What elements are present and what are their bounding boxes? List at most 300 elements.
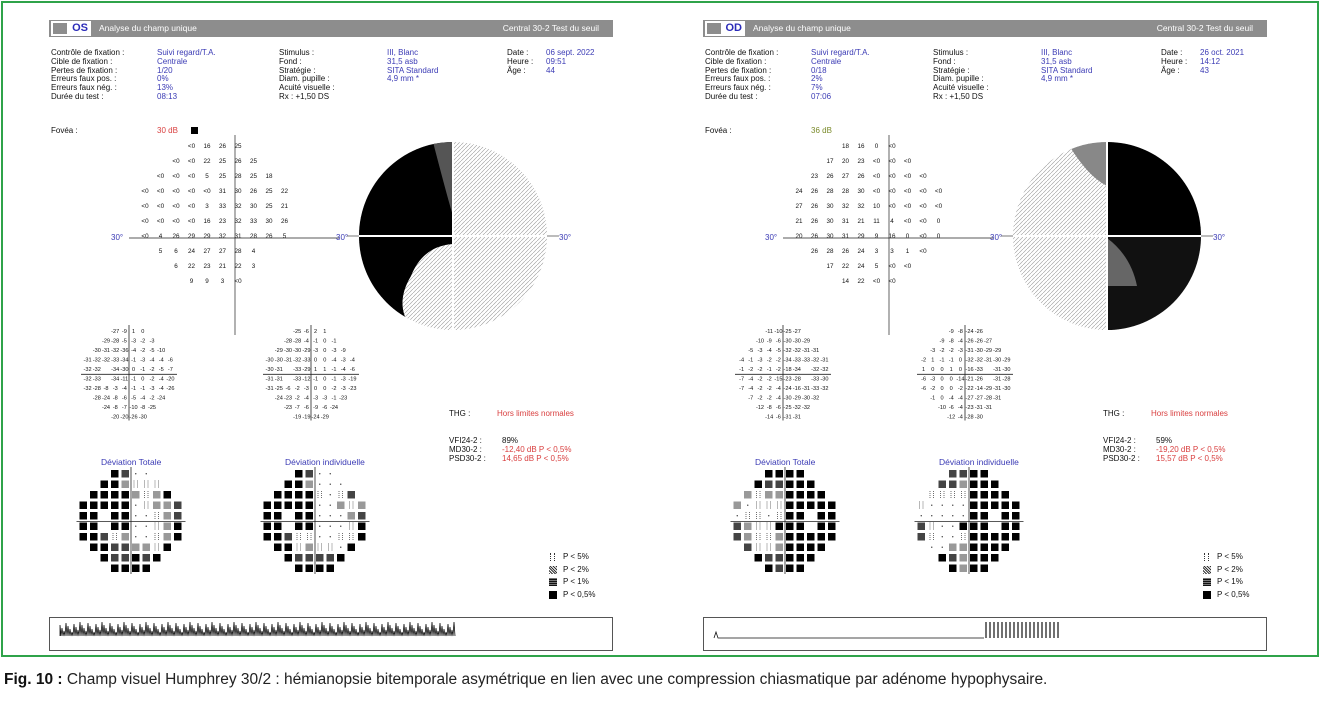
threshold-value: 24 bbox=[857, 248, 865, 255]
total-prob-cell bbox=[111, 512, 119, 520]
total-deviation-value: -2 bbox=[149, 367, 155, 373]
pattern-prob-cell bbox=[340, 515, 341, 516]
pattern-deviation-value: -6 bbox=[322, 405, 328, 411]
threshold-value: 6 bbox=[174, 263, 178, 270]
pattern-prob-cell bbox=[942, 515, 943, 516]
total-prob-cell bbox=[90, 491, 98, 499]
pattern-prob-cell bbox=[306, 502, 314, 510]
threshold-value: 27 bbox=[841, 173, 850, 180]
threshold-value: 3 bbox=[251, 263, 256, 270]
pattern-deviation-value: -4 bbox=[948, 395, 954, 402]
threshold-value: 26 bbox=[172, 233, 180, 240]
total-deviation-value: -32 bbox=[92, 367, 101, 373]
threshold-value: 29 bbox=[203, 233, 211, 240]
total-deviation-value: -28 bbox=[792, 376, 801, 383]
pattern-prob-cell bbox=[316, 565, 324, 573]
legend-symbol-icon bbox=[550, 553, 555, 561]
total-deviation-value: -2 bbox=[149, 395, 155, 402]
total-prob-cell bbox=[734, 523, 742, 531]
total-deviation-value: -3 bbox=[757, 357, 763, 364]
pattern-prob-cell bbox=[337, 502, 345, 510]
threshold-value: 3 bbox=[874, 248, 879, 255]
pattern-deviation-value: -6 bbox=[303, 329, 309, 335]
info-labels-col2-item: Acuité visuelle : bbox=[279, 83, 335, 93]
threshold-value: <0 bbox=[187, 173, 196, 180]
figure-caption bbox=[4, 671, 1316, 689]
threshold-value: 26 bbox=[280, 218, 289, 225]
total-deviation-value: -30 bbox=[92, 348, 101, 354]
pattern-deviation-value: -31 bbox=[993, 395, 1002, 402]
pattern-deviation-value: -31 bbox=[974, 405, 983, 411]
total-deviation-value: -3 bbox=[149, 386, 155, 392]
pattern-deviation-value: -31 bbox=[283, 357, 293, 364]
info-values-col3-item: 44 bbox=[546, 65, 555, 75]
pattern-prob-cell bbox=[306, 512, 314, 520]
total-deviation-value: -1 bbox=[748, 357, 754, 364]
pattern-prob-cell bbox=[1012, 533, 1020, 541]
threshold-value: <0 bbox=[888, 158, 896, 165]
total-prob-cell bbox=[135, 505, 136, 506]
pattern-prob-cell bbox=[991, 544, 999, 552]
pattern-prob-cell bbox=[358, 502, 366, 510]
pattern-deviation-value: -4 bbox=[331, 357, 337, 364]
info-labels-col2-item: Stimulus : bbox=[279, 48, 315, 57]
threshold-value: <0 bbox=[172, 203, 180, 210]
total-deviation-value: -32 bbox=[811, 395, 820, 402]
total-deviation-value: -8 bbox=[766, 405, 772, 411]
pattern-prob-cell bbox=[981, 533, 989, 541]
total-deviation-value: -24 bbox=[783, 386, 792, 392]
legend-item bbox=[549, 589, 596, 602]
pattern-deviation-value: -3 bbox=[930, 376, 936, 383]
pattern-prob-cell bbox=[316, 554, 324, 562]
pattern-deviation-value: -30 bbox=[293, 348, 302, 354]
total-deviation-value: -33 bbox=[111, 357, 120, 364]
total-prob-cell bbox=[755, 481, 763, 489]
total-deviation-value: -29 bbox=[801, 338, 811, 345]
total-deviation-value: -4 bbox=[158, 386, 164, 392]
pattern-prob-cell bbox=[942, 547, 943, 548]
total-prob-cell bbox=[765, 554, 773, 562]
total-prob-cell bbox=[744, 491, 752, 499]
pattern-deviation-value: 0 bbox=[940, 367, 944, 373]
pattern-deviation-value: -1 bbox=[331, 395, 337, 402]
total-deviation-value: -4 bbox=[121, 386, 127, 392]
analysis-title: Analyse du champ unique bbox=[753, 23, 851, 33]
threshold-value: 30 bbox=[826, 233, 834, 240]
total-deviation-value: -3 bbox=[149, 338, 155, 345]
pattern-prob-cell bbox=[358, 512, 366, 520]
pattern-prob-cell bbox=[306, 565, 314, 573]
total-deviation-value: -32 bbox=[83, 386, 92, 392]
charts-layer bbox=[49, 17, 613, 617]
total-prob-cell bbox=[164, 512, 172, 520]
pattern-deviation-value: -23 bbox=[283, 405, 293, 411]
info-labels-col1-item: Durée du test : bbox=[705, 91, 758, 101]
threshold-value: 24 bbox=[857, 263, 865, 270]
pattern-deviation-value: -16 bbox=[965, 367, 974, 373]
total-prob-cell bbox=[80, 502, 88, 510]
pattern-deviation-value: 0 bbox=[323, 338, 327, 345]
legend-item bbox=[549, 551, 596, 564]
total-prob-cell bbox=[90, 502, 98, 510]
info-labels-col1-item: Durée du test : bbox=[51, 91, 104, 101]
total-prob-cell bbox=[146, 473, 147, 474]
threshold-value: 30 bbox=[826, 218, 834, 225]
total-prob-cell bbox=[174, 523, 182, 531]
threshold-value: 25 bbox=[249, 173, 258, 180]
threshold-value: 26 bbox=[810, 233, 819, 240]
info-labels-col1-item: Contrôle de fixation : bbox=[51, 48, 125, 57]
pattern-prob-cell bbox=[264, 512, 272, 520]
total-prob-cell bbox=[153, 491, 161, 499]
pattern-deviation-value: -24 bbox=[274, 395, 283, 402]
pattern-deviation-value: -1 bbox=[948, 357, 954, 364]
threshold-value: 23 bbox=[203, 263, 211, 270]
total-prob-cell bbox=[828, 502, 836, 510]
figure-frame bbox=[1, 1, 1319, 657]
pattern-prob-cell bbox=[340, 547, 341, 548]
total-deviation-value: -30 bbox=[783, 395, 792, 402]
info-values-col2-item: 31,5 asb bbox=[1041, 56, 1072, 66]
pattern-deviation-value: -1 bbox=[930, 395, 936, 402]
threshold-value: 20 bbox=[841, 158, 850, 165]
total-deviation-value: -32 bbox=[811, 357, 820, 364]
pattern-prob-cell bbox=[918, 533, 926, 541]
total-deviation-value: -11 bbox=[120, 376, 129, 383]
pattern-deviation-value: -3 bbox=[957, 348, 963, 354]
threshold-value: <0 bbox=[919, 203, 927, 210]
legend-symbol-icon bbox=[1203, 591, 1211, 599]
pattern-prob-cell bbox=[952, 526, 953, 527]
total-prob-cell bbox=[818, 544, 826, 552]
total-prob-cell bbox=[122, 565, 130, 573]
pattern-deviation-value: 1 bbox=[314, 367, 318, 373]
total-prob-cell bbox=[797, 470, 805, 478]
pattern-prob-cell bbox=[970, 491, 978, 499]
legend-item bbox=[1203, 564, 1250, 577]
threshold-value: 31 bbox=[234, 233, 242, 240]
pattern-prob-cell bbox=[981, 554, 989, 562]
threshold-value: 16 bbox=[203, 143, 211, 150]
pattern-deviation-value: 2 bbox=[314, 329, 318, 335]
index-values-item: 59% bbox=[1156, 436, 1173, 445]
total-deviation-value: -27 bbox=[111, 329, 120, 335]
info-values-col1-item: 07:06 bbox=[811, 91, 832, 101]
pattern-deviation-value: -33 bbox=[974, 367, 983, 373]
threshold-value: 32 bbox=[234, 218, 242, 225]
total-prob-cell bbox=[111, 544, 119, 552]
total-prob-cell bbox=[132, 491, 140, 499]
threshold-value: 23 bbox=[218, 218, 227, 225]
total-deviation-value: -5 bbox=[121, 338, 127, 345]
pattern-prob-cell bbox=[970, 533, 978, 541]
total-prob-cell bbox=[818, 523, 826, 531]
threshold-value: 21 bbox=[280, 203, 289, 210]
total-deviation-value: -31 bbox=[820, 357, 829, 364]
total-deviation-value: -34 bbox=[111, 367, 120, 373]
pattern-deviation-value: -28 bbox=[283, 338, 293, 345]
pattern-deviation-value: -4 bbox=[957, 338, 963, 345]
total-deviation-value: -2 bbox=[140, 338, 146, 345]
total-prob-cell bbox=[776, 554, 784, 562]
total-deviation-value: -32 bbox=[111, 348, 120, 354]
threshold-value: 29 bbox=[187, 233, 196, 240]
total-prob-cell bbox=[80, 533, 88, 541]
threshold-value: 0 bbox=[936, 233, 941, 240]
total-deviation-value: -31 bbox=[792, 414, 801, 421]
pattern-deviation-value: -33 bbox=[302, 357, 311, 364]
total-deviation-value: -23 bbox=[783, 376, 792, 383]
total-prob-cell bbox=[146, 536, 147, 537]
total-deviation-value: -4 bbox=[140, 395, 146, 402]
pattern-deviation-value: -30 bbox=[993, 357, 1002, 364]
pattern-prob-cell bbox=[921, 515, 922, 516]
info-labels-col1-item: Cible de fixation : bbox=[51, 56, 113, 66]
info-values-col1-item: Suivi regard/T.A. bbox=[157, 48, 216, 57]
threshold-value: <0 bbox=[234, 278, 242, 285]
total-deviation-value: 0 bbox=[141, 329, 145, 335]
pattern-deviation-value: -1 bbox=[331, 338, 337, 345]
total-prob-cell bbox=[146, 526, 147, 527]
pattern-deviation-value: -6 bbox=[303, 405, 309, 411]
pattern-deviation-value: 0 bbox=[323, 376, 327, 383]
pattern-prob-cell bbox=[306, 544, 314, 552]
info-labels-col2-item: Rx : +1,50 DS bbox=[279, 91, 330, 101]
total-deviation-value: -34 bbox=[111, 376, 120, 383]
total-prob-cell bbox=[755, 554, 763, 562]
threshold-value: <0 bbox=[872, 188, 881, 195]
info-values-col3-item: 09:51 bbox=[546, 56, 567, 66]
threshold-value: 25 bbox=[234, 143, 242, 150]
pattern-deviation-value: 0 bbox=[314, 386, 318, 392]
legend-label: P < 5% bbox=[563, 552, 589, 561]
total-deviation-value: 0 bbox=[132, 367, 136, 373]
pattern-prob-cell bbox=[952, 515, 953, 516]
pattern-prob-cell bbox=[330, 515, 331, 516]
total-deviation-value: -2 bbox=[140, 348, 146, 354]
legend-label: P < 0,5% bbox=[1217, 589, 1250, 599]
pattern-prob-cell bbox=[285, 533, 293, 541]
threshold-value: 22 bbox=[187, 263, 196, 270]
legend-label: P < 0,5% bbox=[563, 589, 596, 599]
total-deviation-value: -8 bbox=[112, 395, 118, 402]
total-prob-cell bbox=[797, 523, 805, 531]
pattern-prob-cell bbox=[981, 565, 989, 573]
eye-label: OS bbox=[51, 21, 91, 36]
thg-label: THG : bbox=[449, 409, 471, 418]
pattern-prob-cell bbox=[1012, 502, 1020, 510]
pattern-prob-cell bbox=[327, 554, 335, 562]
threshold-value: 28 bbox=[234, 248, 242, 255]
total-deviation-value: -2 bbox=[766, 357, 772, 364]
pattern-deviation-value: -9 bbox=[939, 338, 945, 345]
pattern-deviation-value: -32 bbox=[293, 357, 302, 364]
total-deviation-value: -2 bbox=[775, 367, 781, 373]
total-prob-cell bbox=[744, 523, 752, 531]
threshold-value: <0 bbox=[187, 203, 196, 210]
threshold-value: <0 bbox=[172, 188, 180, 195]
pattern-deviation-value: -2 bbox=[921, 357, 927, 364]
pattern-prob-cell bbox=[960, 554, 968, 562]
total-prob-cell bbox=[786, 565, 794, 573]
pattern-prob-cell bbox=[340, 484, 341, 485]
pattern-deviation-value: -4 bbox=[957, 405, 963, 411]
pattern-deviation-value: -4 bbox=[957, 414, 963, 421]
pattern-deviation-value: 1 bbox=[323, 329, 327, 335]
pattern-deviation-value: -6 bbox=[948, 405, 954, 411]
threshold-value: <0 bbox=[203, 188, 211, 195]
pattern-prob-cell bbox=[970, 554, 978, 562]
pattern-deviation-value: -25 bbox=[274, 386, 283, 392]
pattern-prob-cell bbox=[319, 536, 320, 537]
total-prob-cell bbox=[111, 470, 119, 478]
pattern-deviation-value: -31 bbox=[965, 348, 974, 354]
total-prob-cell bbox=[776, 481, 784, 489]
pattern-prob-cell bbox=[991, 533, 999, 541]
total-deviation-value: -3 bbox=[140, 357, 146, 364]
info-values-col1-item: 13% bbox=[157, 83, 174, 93]
pattern-deviation-value: -3 bbox=[930, 348, 936, 354]
total-deviation-value: -25 bbox=[147, 405, 157, 411]
total-deviation-value: -30 bbox=[820, 376, 829, 383]
total-deviation-value: -2 bbox=[757, 376, 763, 383]
threshold-value: 22 bbox=[857, 278, 865, 285]
total-deviation-value: -31 bbox=[811, 348, 820, 354]
total-deviation-title: Déviation Totale bbox=[101, 457, 162, 467]
legend-label: P < 1% bbox=[1217, 577, 1243, 586]
threshold-value: <0 bbox=[187, 143, 196, 150]
threshold-value: 17 bbox=[826, 158, 834, 165]
info-values-col1-item: 1/20 bbox=[157, 65, 173, 75]
charts-layer bbox=[703, 17, 1267, 617]
total-prob-cell bbox=[797, 565, 805, 573]
pattern-deviation-value: -24 bbox=[965, 329, 974, 335]
info-labels-col3-item: Date : bbox=[1161, 48, 1183, 57]
threshold-value: 27 bbox=[218, 248, 227, 255]
total-prob-cell bbox=[80, 512, 88, 520]
pattern-prob-cell bbox=[330, 473, 331, 474]
pattern-deviation-value: -3 bbox=[313, 348, 319, 354]
pattern-prob-cell bbox=[1012, 523, 1020, 531]
total-deviation-value: -7 bbox=[121, 405, 127, 411]
total-deviation-value: -2 bbox=[757, 395, 763, 402]
threshold-value: <0 bbox=[888, 188, 896, 195]
total-prob-cell bbox=[828, 533, 836, 541]
fovea-label: Fovéa : bbox=[51, 126, 78, 135]
threshold-value: <0 bbox=[919, 218, 927, 225]
total-prob-cell bbox=[143, 554, 151, 562]
total-deviation-value: -1 bbox=[140, 386, 146, 392]
threshold-value: 30 bbox=[826, 203, 834, 210]
pattern-deviation-value: -4 bbox=[957, 395, 963, 402]
total-prob-cell bbox=[765, 491, 773, 499]
pattern-deviation-value: -28 bbox=[293, 338, 302, 345]
total-deviation-value: -2 bbox=[766, 376, 772, 383]
index-labels-item: MD30-2 : bbox=[449, 445, 482, 454]
fovea-label: Fovéa : bbox=[705, 126, 732, 135]
pattern-prob-cell bbox=[285, 544, 293, 552]
pattern-prob-cell bbox=[285, 481, 293, 489]
total-prob-cell bbox=[101, 491, 109, 499]
pattern-prob-cell bbox=[358, 523, 366, 531]
pattern-prob-cell bbox=[960, 544, 968, 552]
pattern-prob-cell bbox=[918, 523, 926, 531]
total-deviation-value: -1 bbox=[739, 367, 745, 373]
threshold-value: 5 bbox=[282, 233, 287, 240]
total-prob-cell bbox=[122, 554, 130, 562]
pattern-deviation-value: 1 bbox=[931, 357, 935, 364]
threshold-value: 23 bbox=[810, 173, 819, 180]
pattern-prob-cell bbox=[931, 515, 932, 516]
pattern-prob-cell bbox=[970, 481, 978, 489]
total-prob-cell bbox=[828, 523, 836, 531]
total-prob-cell bbox=[90, 544, 98, 552]
pattern-prob-cell bbox=[981, 502, 989, 510]
threshold-value: 18 bbox=[265, 173, 273, 180]
threshold-value: <0 bbox=[919, 233, 927, 240]
thg-value: Hors limites normales bbox=[1151, 409, 1228, 418]
total-prob-cell bbox=[744, 544, 752, 552]
threshold-value: 9 bbox=[874, 233, 879, 240]
eye-label: OD bbox=[705, 21, 745, 36]
pattern-prob-cell bbox=[295, 554, 303, 562]
threshold-value: <0 bbox=[141, 233, 149, 240]
pattern-deviation-value: -29 bbox=[320, 414, 329, 421]
info-values-col3-item: 26 oct. 2021 bbox=[1200, 48, 1245, 57]
pattern-deviation-value: -12 bbox=[947, 414, 956, 421]
total-prob-cell bbox=[807, 533, 815, 541]
pattern-deviation-value: -3 bbox=[331, 348, 337, 354]
threshold-value: 22 bbox=[234, 263, 242, 270]
pattern-prob-cell bbox=[319, 484, 320, 485]
total-deviation-value: -31 bbox=[801, 386, 811, 392]
total-prob-cell bbox=[132, 554, 140, 562]
threshold-value: <0 bbox=[919, 188, 927, 195]
total-deviation-value: -8 bbox=[140, 405, 146, 411]
pattern-prob-cell bbox=[991, 481, 999, 489]
total-prob-cell bbox=[818, 533, 826, 541]
total-deviation-value: -32 bbox=[83, 367, 92, 373]
threshold-value: <0 bbox=[172, 173, 180, 180]
legend-symbol-icon bbox=[1203, 578, 1211, 586]
total-deviation-value: -30 bbox=[120, 367, 129, 373]
threshold-value: 26 bbox=[810, 218, 819, 225]
total-prob-cell bbox=[797, 491, 805, 499]
total-deviation-value: -4 bbox=[748, 376, 754, 383]
total-deviation-value: -34 bbox=[792, 367, 801, 373]
pattern-prob-cell bbox=[963, 505, 964, 506]
total-deviation-value: -24 bbox=[101, 405, 111, 411]
pattern-prob-cell bbox=[939, 554, 947, 562]
total-prob-cell bbox=[164, 523, 172, 531]
legend-label: P < 5% bbox=[1217, 552, 1243, 561]
threshold-value: 28 bbox=[826, 188, 834, 195]
threshold-value: <0 bbox=[872, 158, 881, 165]
threshold-value: 28 bbox=[841, 188, 850, 195]
pattern-prob-cell bbox=[949, 554, 957, 562]
total-prob-cell bbox=[797, 481, 805, 489]
total-prob-cell bbox=[776, 491, 784, 499]
total-prob-cell bbox=[90, 512, 98, 520]
legend-item bbox=[549, 564, 596, 577]
pattern-deviation-value: -30 bbox=[1002, 367, 1011, 373]
pattern-deviation-value: -14 bbox=[956, 376, 965, 383]
threshold-value: 26 bbox=[218, 143, 227, 150]
pattern-deviation-value: -31 bbox=[983, 357, 993, 364]
info-labels-col2-item: Fond : bbox=[279, 56, 302, 66]
total-deviation-value: -10 bbox=[774, 329, 783, 335]
